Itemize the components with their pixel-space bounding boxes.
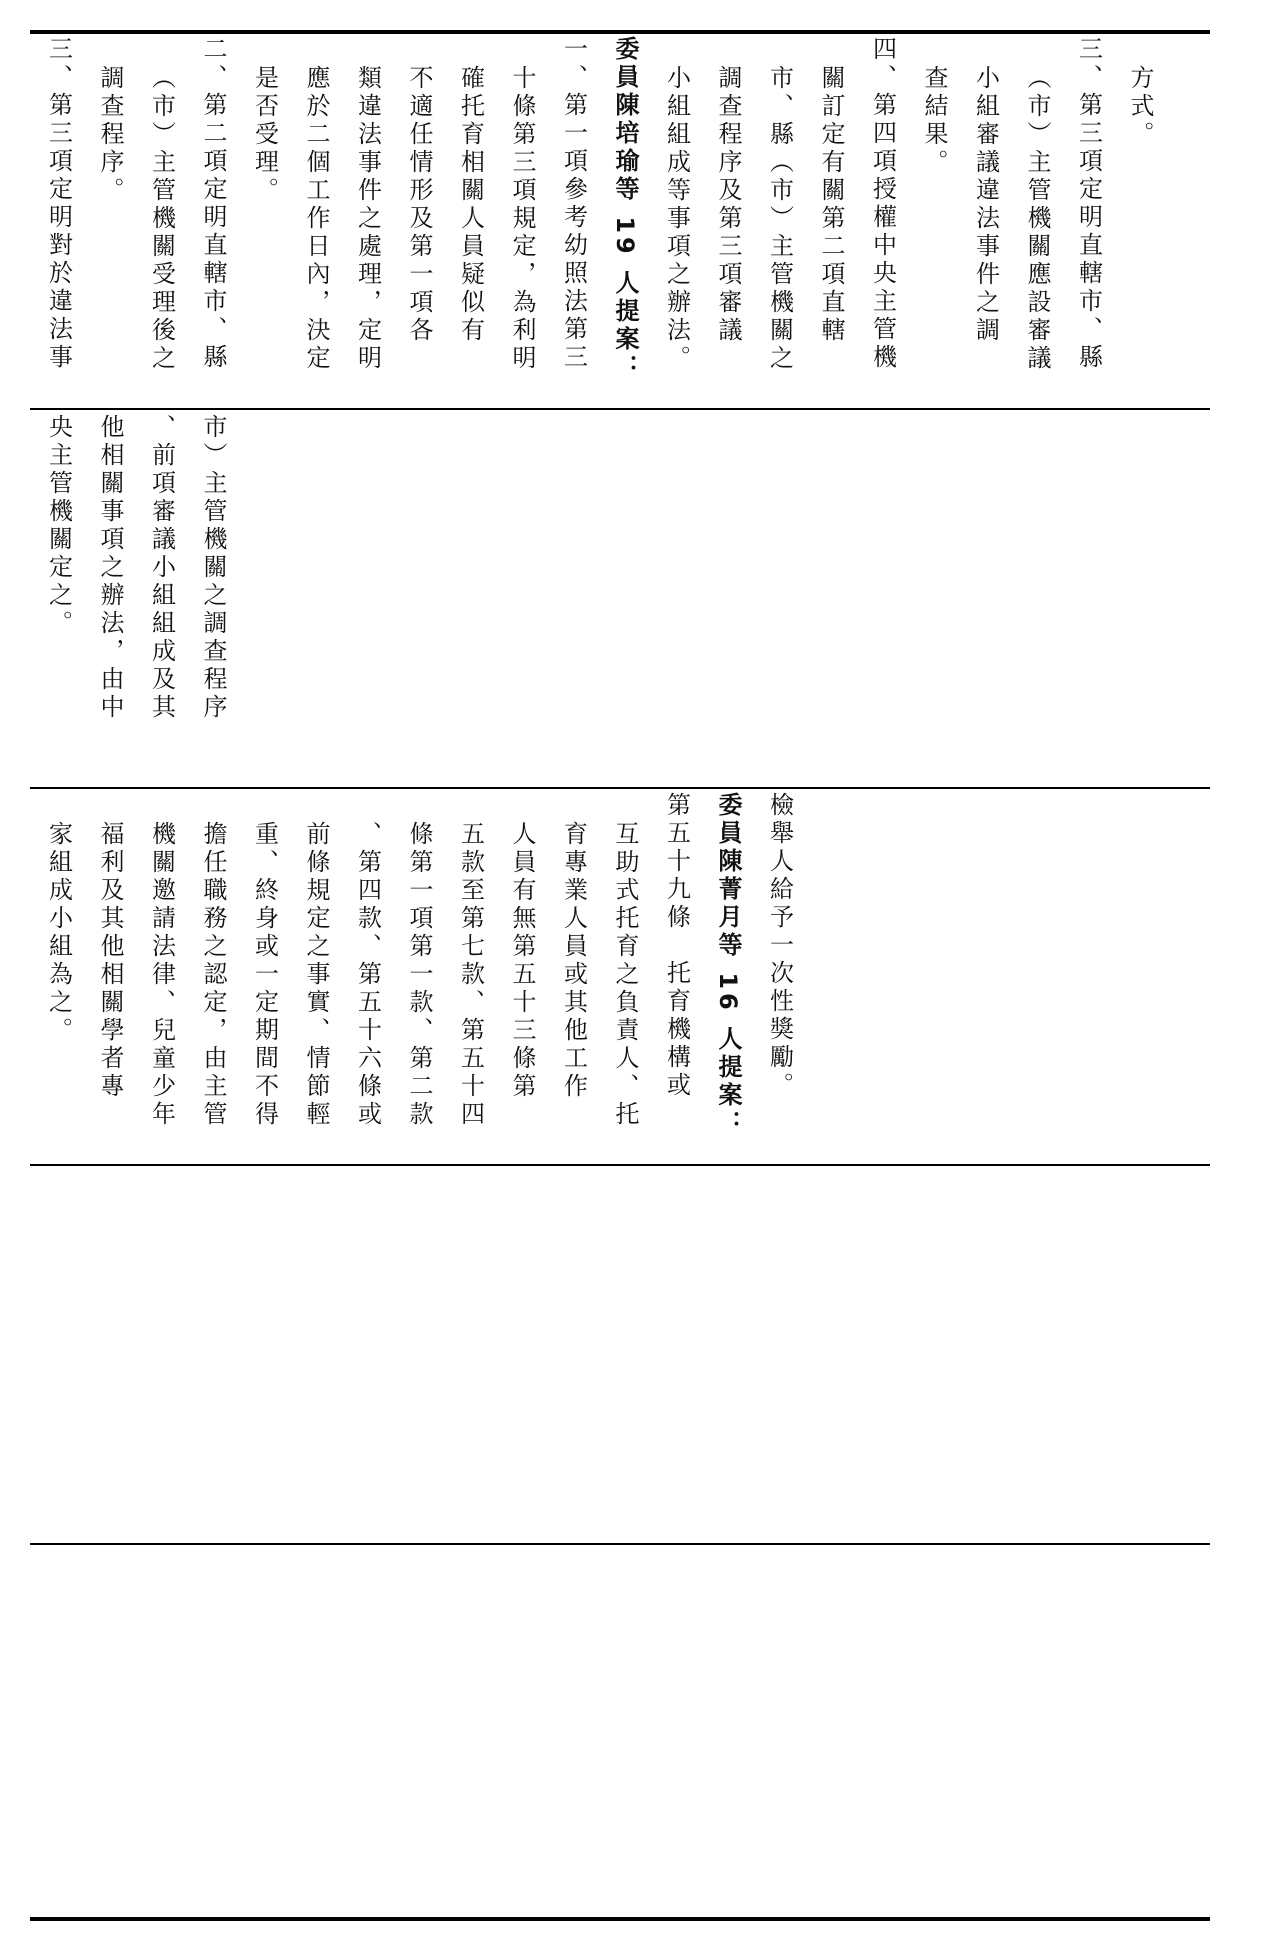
text-line: 條第一項第一款、第二款 [405,821,433,1129]
proposal-heading-line: 委員陳培瑜等 19 人提案： [611,36,639,383]
section-5-text [32,1548,42,1914]
text-line: 十條第三項規定，為利明 [508,65,536,373]
text-line: 小組審議違法事件之調 [971,65,1000,345]
section-1-explanation [32,36,1207,404]
text-line: 查結果。 [920,65,948,177]
proposal-heading-line: 委員陳菁月等 16 人提案： [714,792,742,1139]
section-divider [30,408,1210,410]
section-4-empty [32,1170,1207,1540]
text-line: 調查程序。 [96,65,124,205]
text-line: 前條規定之事實、情節輕 [302,821,330,1129]
text-line: 互助式托育之負責人、托 [611,821,639,1129]
text-line: 確托育相關人員疑似有 [456,65,485,345]
text-line: 他相關事項之辦法，由中 [96,414,124,722]
section-2-text [32,414,248,784]
text-line: 二、第二項定明直轄市、縣 [199,36,227,372]
text-line: 市、縣（市）主管機關之 [765,65,794,373]
text-line: 、第四款、第五十六條或 [353,821,382,1129]
text-line: 調查程序及第三項審議 [714,65,742,345]
text-line: 擔任職務之認定，由主管 [199,821,227,1129]
section-divider [30,787,1210,789]
text-line: 市）主管機關之調查程序 [199,414,227,722]
section-2-text-block [32,414,1207,784]
text-line: 方式。 [1126,65,1154,149]
text-line: 一、第一項參考幼照法第三 [559,36,588,372]
section-3-text [32,792,815,1160]
section-divider [30,1543,1210,1545]
text-line: 是否受理。 [250,65,279,205]
text-line: 三、第三項定明對於違法事 [44,36,73,372]
text-line: 育專業人員或其他工作 [559,821,588,1101]
text-line: 三、第三項定明直轄市、縣 [1074,36,1103,372]
text-line: 家組成小組為之。 [44,821,73,1045]
text-line: （市）主管機關應設審議 [1023,65,1051,373]
bottom-border-rule [30,1917,1210,1921]
section-3-proposal [32,792,1207,1160]
text-line: 類違法事件之處理，定明 [353,65,382,373]
section-5-empty [32,1548,1207,1914]
section-4-text [32,1170,42,1540]
text-line: 、前項審議小組組成及其 [147,414,176,722]
text-line: 檢舉人給予一次性獎勵。 [765,792,794,1100]
text-line: 人員有無第五十三條第 [508,821,536,1101]
text-line: 福利及其他相關學者專 [96,821,124,1101]
text-line: 央主管機關定之。 [44,414,73,638]
text-line: 重、終身或一定期間不得 [250,821,279,1129]
text-line: 關訂定有關第二項直轄 [817,65,845,345]
top-border-rule [30,30,1210,34]
text-line: 不適任情形及第一項各 [405,65,433,345]
section-divider [30,1164,1210,1166]
text-line: 五款至第七款、第五十四 [456,821,485,1129]
text-line: （市）主管機關受理後之 [147,65,176,373]
text-line: 小組組成等事項之辦法。 [662,65,691,373]
text-line: 第五十九條 托育機構或 [662,792,691,1100]
section-1-text [32,36,1175,404]
text-line: 機關邀請法律、兒童少年 [147,821,176,1129]
text-line: 四、第四項授權中央主管機 [868,36,897,372]
text-line: 應於二個工作日內，決定 [302,65,330,373]
